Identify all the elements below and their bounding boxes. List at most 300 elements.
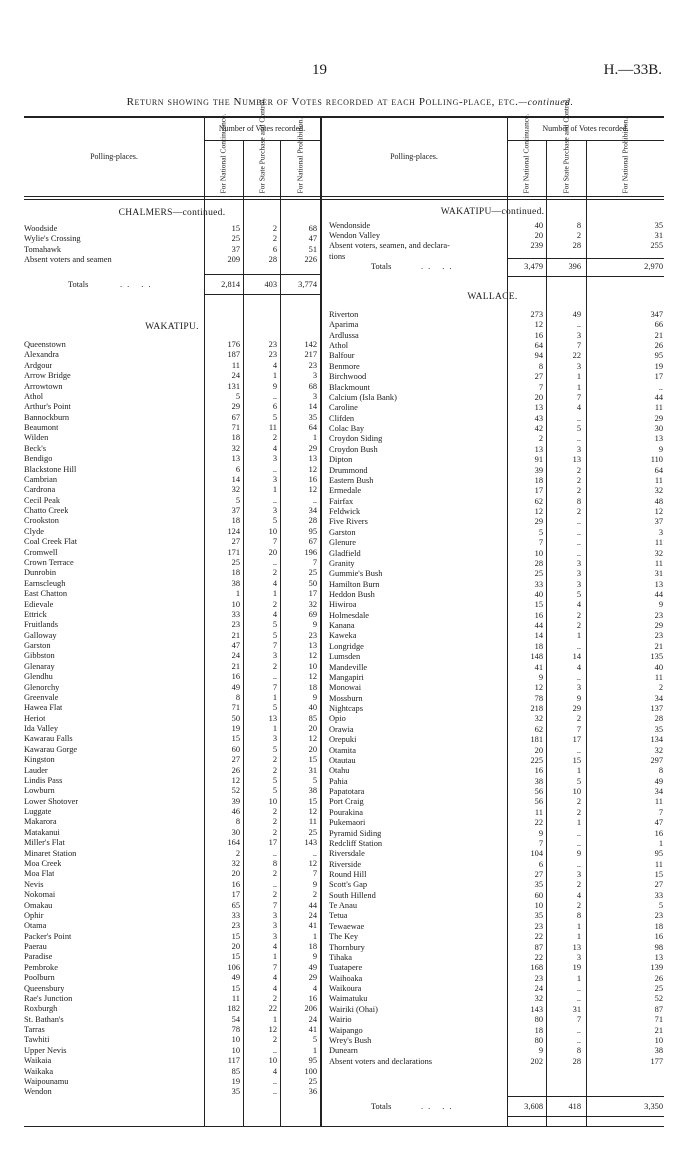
polling-place-name: Blackstone Hill xyxy=(24,464,77,474)
polling-place-name: Cecil Peak xyxy=(24,495,61,505)
votes-state: 2 xyxy=(576,475,581,485)
votes-continuance: 5 xyxy=(235,495,240,505)
votes-prohibition: 98 xyxy=(654,942,663,952)
table-row xyxy=(329,953,664,963)
polling-place-name: Cromwell xyxy=(24,547,58,557)
table-row xyxy=(24,1056,320,1066)
votes-state: 2 xyxy=(272,568,277,578)
votes-continuance: 42 xyxy=(534,424,543,434)
polling-place-name: Mangapiri xyxy=(329,672,364,682)
votes-continuance: 16 xyxy=(534,330,543,340)
votes-state: 6 xyxy=(272,402,277,412)
votes-state: 4 xyxy=(576,403,581,413)
table-row xyxy=(329,880,664,890)
votes-continuance: 2 xyxy=(538,434,543,444)
votes-state: .. xyxy=(576,517,581,527)
table-row xyxy=(329,777,664,787)
polling-place-name: Longridge xyxy=(329,641,364,651)
votes-state: 11 xyxy=(268,423,277,433)
votes-prohibition: 7 xyxy=(312,869,317,879)
table-row xyxy=(24,952,320,962)
table-row xyxy=(329,434,664,444)
polling-place-name: Wendon xyxy=(24,1087,52,1097)
polling-place-name: Queensbury xyxy=(24,983,65,993)
votes-prohibition: 16 xyxy=(654,828,663,838)
votes-prohibition: 35 xyxy=(308,412,317,422)
votes-prohibition: 1 xyxy=(312,1045,317,1055)
polling-place-name: Lower Shotover xyxy=(24,796,79,806)
votes-state: .. xyxy=(272,464,277,474)
votes-continuance: 17 xyxy=(534,486,543,496)
chalmers-totals-rule-bottom xyxy=(204,294,320,295)
votes-continuance: 168 xyxy=(530,963,543,973)
table-row xyxy=(24,651,320,661)
votes-prohibition: 13 xyxy=(654,579,663,589)
votes-prohibition: 23 xyxy=(654,610,663,620)
polling-place-name: Queenstown xyxy=(24,340,66,349)
polling-place-name: Galloway xyxy=(24,630,57,640)
votes-continuance: 27 xyxy=(231,755,240,765)
votes-continuance: 12 xyxy=(534,507,543,517)
table-row xyxy=(24,703,320,713)
votes-continuance: 29 xyxy=(231,402,240,412)
votes-prohibition: 52 xyxy=(654,994,663,1004)
table-row xyxy=(24,579,320,589)
polling-place-name: Mossburn xyxy=(329,693,363,703)
votes-continuance: 24 xyxy=(231,651,240,661)
table-row xyxy=(329,466,664,476)
polling-place-name: Ardgour xyxy=(24,360,53,370)
polling-place-name: Otama xyxy=(24,921,47,931)
votes-state: 22 xyxy=(268,1004,277,1014)
polling-place-name: Riverside xyxy=(329,859,362,869)
votes-state: 7 xyxy=(272,641,277,651)
totals-continuance: 3,608 xyxy=(524,1102,543,1111)
votes-state: 4 xyxy=(272,983,277,993)
votes-prohibition: 40 xyxy=(654,662,663,672)
votes-prohibition: 3 xyxy=(312,371,317,381)
votes-prohibition: 134 xyxy=(650,735,663,745)
table-row xyxy=(24,807,320,817)
table-row xyxy=(329,1005,664,1015)
votes-continuance: 2 xyxy=(235,848,240,858)
table-row xyxy=(24,973,320,983)
table-row xyxy=(24,1087,320,1097)
table-row xyxy=(24,828,320,838)
votes-prohibition: 9 xyxy=(312,952,317,962)
votes-prohibition: 50 xyxy=(308,578,317,588)
table-row xyxy=(329,221,664,231)
votes-continuance: 32 xyxy=(231,443,240,453)
votes-prohibition: 142 xyxy=(304,340,317,349)
votes-prohibition: 13 xyxy=(308,641,317,651)
votes-state: 1 xyxy=(272,485,277,495)
votes-prohibition: 23 xyxy=(654,631,663,641)
votes-state: 9 xyxy=(272,381,277,391)
votes-state: 28 xyxy=(572,241,581,251)
polling-place-name: Balfour xyxy=(329,351,355,361)
table-row xyxy=(329,797,664,807)
polling-place-name: tions xyxy=(329,251,346,261)
votes-prohibition: 38 xyxy=(654,1046,663,1056)
votes-continuance: 148 xyxy=(530,652,543,662)
votes-state: 3 xyxy=(272,931,277,941)
table-row xyxy=(24,255,320,265)
votes-state: .. xyxy=(272,879,277,889)
votes-state: 1 xyxy=(576,766,581,776)
votes-prohibition: 13 xyxy=(308,454,317,464)
polling-place-name: Coal Creek Flat xyxy=(24,537,78,547)
votes-state: .. xyxy=(576,641,581,651)
votes-prohibition: 31 xyxy=(308,765,317,775)
polling-place-name: Nevis xyxy=(24,879,44,889)
votes-state: 1 xyxy=(576,631,581,641)
votes-prohibition: 24 xyxy=(308,1014,317,1024)
votes-state: .. xyxy=(576,527,581,537)
votes-prohibition: 41 xyxy=(308,1025,317,1035)
polling-place-name: Colac Bay xyxy=(329,424,365,434)
votes-prohibition: 3 xyxy=(312,391,317,401)
table-row xyxy=(24,693,320,703)
votes-continuance: 85 xyxy=(231,1066,240,1076)
votes-state: 8 xyxy=(576,496,581,506)
table-row xyxy=(329,476,664,486)
votes-state: 6 xyxy=(272,244,277,254)
polling-place-name: Clifden xyxy=(329,413,355,423)
polling-place-name: Kanana xyxy=(329,621,355,631)
table-row xyxy=(329,911,664,921)
votes-continuance: 225 xyxy=(530,755,543,765)
table-row xyxy=(24,465,320,475)
votes-state: 1 xyxy=(272,371,277,381)
votes-state: 10 xyxy=(268,526,277,536)
polling-place-name: Tuatapere xyxy=(329,963,363,973)
votes-prohibition: 21 xyxy=(654,641,663,651)
polling-place-name: Makarora xyxy=(24,817,57,827)
polling-place-name: Hawea Flat xyxy=(24,703,63,713)
polling-place-name: Redcliff Station xyxy=(329,838,383,848)
votes-state: 13 xyxy=(268,713,277,723)
votes-state: .. xyxy=(576,413,581,423)
votes-prohibition: 4 xyxy=(312,983,317,993)
polling-place-name: Drummond xyxy=(329,465,368,475)
votes-continuance: 10 xyxy=(534,901,543,911)
polling-place-name: Alexandra xyxy=(24,350,59,360)
votes-continuance: 6 xyxy=(538,859,543,869)
votes-state: 1 xyxy=(272,1014,277,1024)
wakatipu-continued-section-title: WAKATIPU—continued. xyxy=(440,207,545,217)
votes-prohibition: 28 xyxy=(654,714,663,724)
votes-state: 5 xyxy=(272,775,277,785)
votes-state: 1 xyxy=(272,724,277,734)
polling-place-name: Gladfield xyxy=(329,548,361,558)
votes-prohibition: 1 xyxy=(658,838,663,848)
table-title-continued: —continued. xyxy=(518,98,574,108)
votes-prohibition: 29 xyxy=(654,621,663,631)
polling-place-name: Bendigo xyxy=(24,454,53,464)
table-row xyxy=(24,838,320,848)
votes-state: 2 xyxy=(272,661,277,671)
table-row xyxy=(329,839,664,849)
votes-state: .. xyxy=(576,434,581,444)
table-row xyxy=(24,568,320,578)
votes-state: 4 xyxy=(272,609,277,619)
votes-continuance: 22 xyxy=(534,932,543,942)
table-row xyxy=(24,734,320,744)
votes-continuance: 49 xyxy=(231,973,240,983)
votes-continuance: 30 xyxy=(231,827,240,837)
votes-state: 2 xyxy=(576,231,581,241)
votes-state: 3 xyxy=(576,361,581,371)
votes-state: 3 xyxy=(272,921,277,931)
votes-state: 2 xyxy=(576,797,581,807)
votes-continuance: 24 xyxy=(231,371,240,381)
table-row xyxy=(329,829,664,839)
table-row xyxy=(329,372,664,382)
polling-place-name: Moa Creek xyxy=(24,859,62,868)
votes-state: .. xyxy=(272,391,277,401)
votes-continuance: 91 xyxy=(534,455,543,465)
table-row xyxy=(24,911,320,921)
votes-prohibition: 18 xyxy=(308,682,317,692)
table-row xyxy=(24,382,320,392)
votes-prohibition: 27 xyxy=(654,880,663,890)
votes-prohibition: 35 xyxy=(654,724,663,734)
votes-prohibition: 11 xyxy=(654,538,663,548)
votes-continuance: 9 xyxy=(538,1046,543,1056)
table-row xyxy=(329,704,664,714)
votes-state: 8 xyxy=(576,221,581,230)
votes-state: 3 xyxy=(272,910,277,920)
table-row xyxy=(24,724,320,734)
polling-place-name: Eastern Bush xyxy=(329,475,374,485)
table-row xyxy=(329,870,664,880)
votes-prohibition: 14 xyxy=(308,402,317,412)
votes-prohibition: 23 xyxy=(308,630,317,640)
votes-prohibition: 9 xyxy=(658,600,663,610)
polling-place-name: Calcium (Isla Bank) xyxy=(329,392,397,402)
votes-continuance: 23 xyxy=(231,921,240,931)
votes-state: 2 xyxy=(272,224,277,233)
table-row xyxy=(24,631,320,641)
polling-place-name: Pyramid Siding xyxy=(329,828,382,838)
table-row xyxy=(329,351,664,361)
polling-place-name: Gummie's Bush xyxy=(329,569,383,579)
votes-continuance: 23 xyxy=(231,620,240,630)
votes-continuance: 7 xyxy=(538,838,543,848)
polling-place-name: Glenaray xyxy=(24,661,55,671)
votes-prohibition: 15 xyxy=(308,755,317,765)
table-row xyxy=(24,994,320,1004)
votes-state: 29 xyxy=(572,704,581,714)
votes-state: 3 xyxy=(576,952,581,962)
votes-state: 2 xyxy=(272,817,277,827)
continuance-header-left: For National Continuance. xyxy=(218,113,228,194)
polling-place-name: Glenorchy xyxy=(24,682,60,692)
votes-state: 5 xyxy=(272,630,277,640)
votes-prohibition: 1 xyxy=(312,433,317,443)
votes-continuance: 15 xyxy=(231,224,240,233)
votes-prohibition: 16 xyxy=(308,993,317,1003)
votes-prohibition: 68 xyxy=(308,224,317,233)
table-row xyxy=(329,517,664,527)
votes-continuance: 20 xyxy=(534,745,543,755)
polling-place-name: Kingston xyxy=(24,755,55,765)
votes-prohibition: 5 xyxy=(312,1035,317,1045)
votes-prohibition: 44 xyxy=(654,589,663,599)
votes-continuance: 62 xyxy=(534,496,543,506)
table-row xyxy=(329,683,664,693)
polling-place-name: Woodside xyxy=(24,224,58,233)
votes-state: 28 xyxy=(268,255,277,265)
table-row xyxy=(329,424,664,434)
votes-prohibition: 18 xyxy=(308,942,317,952)
table-row xyxy=(329,383,664,393)
votes-prohibition: 32 xyxy=(654,548,663,558)
polling-place-name: Monowai xyxy=(329,683,362,693)
votes-state: 2 xyxy=(272,599,277,609)
wallace-totals-rule-bottom xyxy=(507,1116,664,1117)
votes-continuance: 124 xyxy=(227,526,240,536)
votes-state: 5 xyxy=(272,412,277,422)
polling-place-name: Ida Valley xyxy=(24,724,59,734)
votes-continuance: 33 xyxy=(231,910,240,920)
table-row xyxy=(329,331,664,341)
votes-continuance: 16 xyxy=(534,766,543,776)
polling-place-name: Dunrobin xyxy=(24,568,57,578)
polling-place-name: Tawhiti xyxy=(24,1035,50,1045)
votes-continuance: 33 xyxy=(534,579,543,589)
votes-state: 2 xyxy=(272,993,277,1003)
votes-state: 2 xyxy=(272,765,277,775)
polling-place-name: Clyde xyxy=(24,526,45,536)
table-row xyxy=(329,486,664,496)
votes-continuance: 33 xyxy=(231,609,240,619)
votes-state: 1 xyxy=(576,372,581,382)
polling-place-name: Blackmount xyxy=(329,382,370,392)
votes-continuance: 14 xyxy=(231,474,240,484)
polling-place-name: Ophir xyxy=(24,910,44,920)
table-row xyxy=(24,224,320,234)
votes-prohibition: 7 xyxy=(658,807,663,817)
polling-place-name: Glendhu xyxy=(24,672,53,682)
polling-place-name: Packer's Point xyxy=(24,931,72,941)
totals-prohibition: 3,350 xyxy=(644,1102,663,1111)
votes-continuance: 20 xyxy=(534,392,543,402)
votes-continuance: 71 xyxy=(231,423,240,433)
table-row xyxy=(24,548,320,558)
table-row xyxy=(24,869,320,879)
votes-state: 8 xyxy=(576,911,581,921)
votes-continuance: 20 xyxy=(231,869,240,879)
polling-place-name: Edievale xyxy=(24,599,54,609)
table-row xyxy=(329,631,664,641)
votes-state: 3 xyxy=(576,683,581,693)
votes-continuance: 15 xyxy=(231,952,240,962)
table-row xyxy=(329,1046,664,1056)
votes-prohibition: 26 xyxy=(654,341,663,351)
table-row xyxy=(24,932,320,942)
votes-continuance: 27 xyxy=(534,372,543,382)
table-row xyxy=(329,1026,664,1036)
votes-continuance: 22 xyxy=(534,952,543,962)
polling-place-name: Minaret Station xyxy=(24,848,77,858)
votes-state: .. xyxy=(576,1025,581,1035)
table-row xyxy=(329,694,664,704)
votes-prohibition: 51 xyxy=(308,244,317,254)
polling-place-name: Ettrick xyxy=(24,609,47,619)
table-row xyxy=(329,580,664,590)
votes-prohibition: 44 xyxy=(654,392,663,402)
votes-prohibition: 28 xyxy=(308,516,317,526)
header-bottom-rule xyxy=(24,196,664,197)
votes-prohibition: 347 xyxy=(650,310,663,319)
votes-prohibition: 64 xyxy=(308,423,317,433)
polling-place-name: Tomahawk xyxy=(24,244,62,254)
polling-place-name: Chatto Creek xyxy=(24,506,69,516)
votes-prohibition: 9 xyxy=(312,620,317,630)
votes-prohibition: 11 xyxy=(654,797,663,807)
polling-place-name: Nightcaps xyxy=(329,704,363,714)
votes-continuance: 46 xyxy=(231,807,240,817)
votes-continuance: 32 xyxy=(534,714,543,724)
votes-prohibition: 18 xyxy=(654,921,663,931)
votes-continuance: 27 xyxy=(534,869,543,879)
polling-place-name: Wairiki (Ohai) xyxy=(329,1004,378,1014)
votes-continuance: 21 xyxy=(231,630,240,640)
votes-state: 5 xyxy=(272,703,277,713)
polling-place-name: Orepuki xyxy=(329,735,357,745)
polling-place-name: Waikoura xyxy=(329,984,362,994)
votes-prohibition: 34 xyxy=(654,787,663,797)
votes-prohibition: .. xyxy=(312,848,317,858)
table-row xyxy=(329,849,664,859)
table-row xyxy=(329,808,664,818)
table-row xyxy=(24,245,320,255)
votes-continuance: 15 xyxy=(231,983,240,993)
votes-continuance: 182 xyxy=(227,1004,240,1014)
table-row xyxy=(24,683,320,693)
votes-prohibition: 12 xyxy=(308,672,317,682)
votes-state: 2 xyxy=(272,890,277,900)
polling-place-name: Roxburgh xyxy=(24,1004,58,1014)
votes-state: 7 xyxy=(272,537,277,547)
votes-state: .. xyxy=(272,1045,277,1055)
table-row xyxy=(24,921,320,931)
votes-continuance: 35 xyxy=(231,1087,240,1097)
polling-place-name: Beaumont xyxy=(24,423,59,433)
state-header-right: For State Purchase and Control. xyxy=(561,97,571,194)
table-row xyxy=(329,241,664,251)
votes-prohibition: 20 xyxy=(308,744,317,754)
table-bottom-rule xyxy=(24,1126,664,1127)
votes-state: .. xyxy=(576,994,581,1004)
votes-continuance: 131 xyxy=(227,381,240,391)
polling-place-name: Otamita xyxy=(329,745,356,755)
votes-prohibition: 24 xyxy=(308,910,317,920)
polling-place-name: Pourakina xyxy=(329,807,363,817)
votes-state: 23 xyxy=(268,340,277,349)
header-bottom-rule-2 xyxy=(24,199,664,200)
table-row xyxy=(329,714,664,724)
votes-continuance: 10 xyxy=(231,1035,240,1045)
votes-state: 7 xyxy=(272,962,277,972)
table-row xyxy=(329,932,664,942)
votes-continuance: 44 xyxy=(534,621,543,631)
table-row xyxy=(329,984,664,994)
votes-continuance: 12 xyxy=(534,683,543,693)
polling-place-name: Wrey's Bush xyxy=(329,1035,372,1045)
